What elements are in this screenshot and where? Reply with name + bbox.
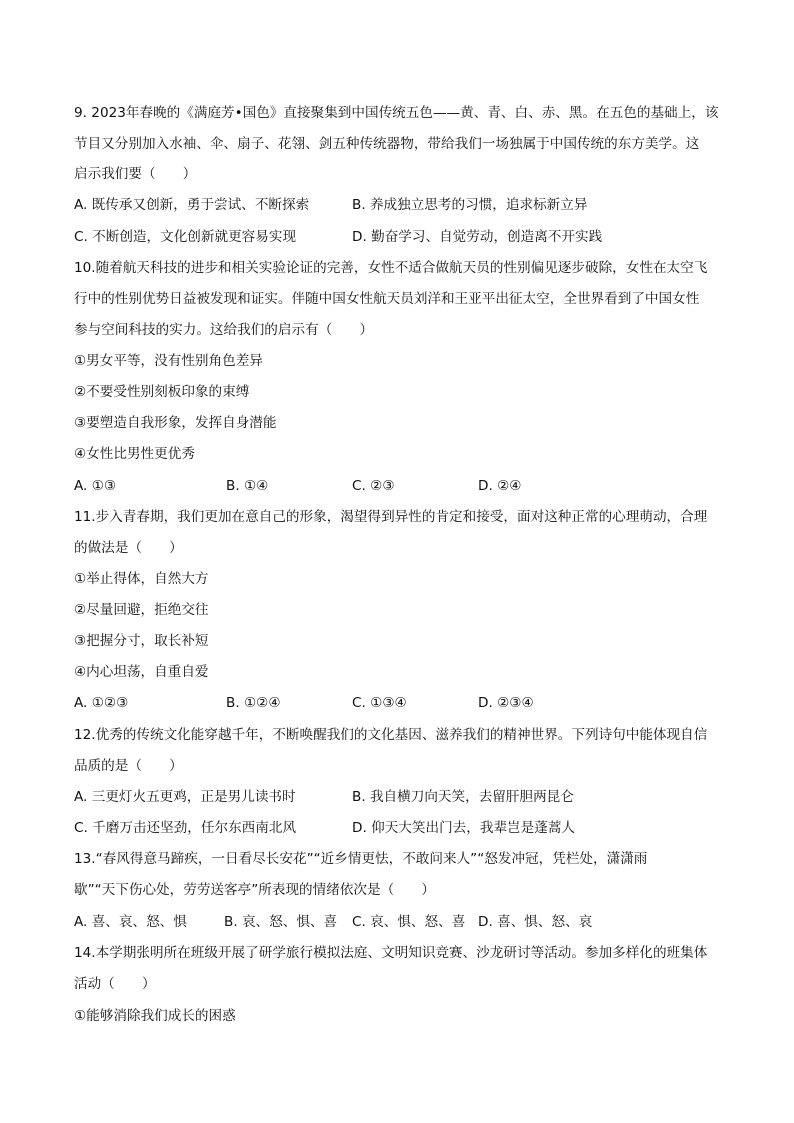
option-c: C. ②③ <box>352 478 395 494</box>
question-stem-line: 10.随着航天科技的进步和相关实验论证的完善，女性不适合做航天员的性别偏见逐步破除，女性在太空飞 <box>74 260 708 276</box>
option-b: B. 我自横刀向天笑，去留肝胆两昆仑 <box>352 789 574 805</box>
question-stem-line: 活动（ ） <box>74 976 156 992</box>
option-b: B. ①②④ <box>226 695 281 711</box>
option-c: C. 千磨万击还坚劲，任尔东西南北风 <box>74 820 297 836</box>
statement-item: ①举止得体，自然大方 <box>74 571 209 587</box>
statement-item: ③把握分寸，取长补短 <box>74 633 209 649</box>
option-d: D. 仰天大笑出门去，我辈岂是蓬蒿人 <box>352 820 576 836</box>
question-stem-line: 11.步入青春期，我们更加在意自己的形象，渴望得到异性的肯定和接受，面对这种正常的心理萌动，合理 <box>74 509 708 525</box>
option-d: D. 喜、惧、怒、哀 <box>478 914 593 930</box>
question-stem-line: 12.优秀的传统文化能穿越千年，不断唤醒我们的文化基因、滋养我们的精神世界。下列诗句中能体现自信 <box>74 727 708 743</box>
option-a: A. ①②③ <box>74 695 129 711</box>
question-stem-line: 节目又分别加入水袖、伞、扇子、花翎、剑五种传统器物，带给我们一场独属于中国传统的东方美学。这 <box>74 136 700 152</box>
statement-item: ③要塑造自我形象，发挥自身潜能 <box>74 415 277 431</box>
question-stem-line: 14.本学期张明所在班级开展了研学旅行模拟法庭、文明知识竞赛、沙龙研讨等活动。参加多样化的班集体 <box>74 945 708 961</box>
option-c: C. 哀、惧、怒、喜 <box>352 914 466 930</box>
statement-item: ②不要受性别刻板印象的束缚 <box>74 384 250 400</box>
option-d: D. ②③④ <box>478 695 534 711</box>
question-stem-line: 参与空间科技的实力。这给我们的启示有（ ） <box>74 322 374 338</box>
option-b: B. ①④ <box>226 478 269 494</box>
question-stem-line: 品质的是（ ） <box>74 758 183 774</box>
question-stem-line: 启示我们要（ ） <box>74 166 197 182</box>
option-b: B. 养成独立思考的习惯，追求标新立异 <box>352 197 588 213</box>
question-stem-line: 歇”“天下伤心处，劳劳送客亭”所表现的情绪依次是（ ） <box>74 882 435 898</box>
statement-item: ①能够消除我们成长的困惑 <box>74 1008 236 1024</box>
question-stem-line: 的做法是（ ） <box>74 540 183 556</box>
option-b: B. 哀、怒、惧、喜 <box>224 914 338 930</box>
statement-item: ②尽量回避，拒绝交往 <box>74 602 209 618</box>
option-a: A. 三更灯火五更鸡，正是男儿读书时 <box>74 789 296 805</box>
option-d: D. 勤奋学习、自觉劳动，创造离不开实践 <box>352 229 603 245</box>
option-c: C. 不断创造，文化创新就更容易实现 <box>74 229 297 245</box>
option-a: A. ①③ <box>74 478 117 494</box>
option-c: C. ①③④ <box>352 695 407 711</box>
question-stem-line: 9. 2023年春晚的《满庭芳•国色》直接聚集到中国传统五色——黄、青、白、赤、黑。在五色的基础上，该 <box>74 105 719 121</box>
option-d: D. ②④ <box>478 478 522 494</box>
statement-item: ①男女平等，没有性别角色差异 <box>74 353 263 369</box>
option-a: A. 既传承又创新，勇于尝试、不断探索 <box>74 197 310 213</box>
statement-item: ④内心坦荡，自重自爱 <box>74 664 209 680</box>
statement-item: ④女性比男性更优秀 <box>74 446 195 462</box>
option-a: A. 喜、哀、怒、惧 <box>74 914 187 930</box>
question-stem-line: 行中的性别优势日益被发现和证实。伴随中国女性航天员刘洋和王亚平出征太空，全世界看到了中国女性 <box>74 291 700 307</box>
question-stem-line: 13.“春风得意马蹄疾，一日看尽长安花”“近乡情更怯，不敢问来人”“怒发冲冠，凭栏处，潇潇雨 <box>74 851 648 867</box>
